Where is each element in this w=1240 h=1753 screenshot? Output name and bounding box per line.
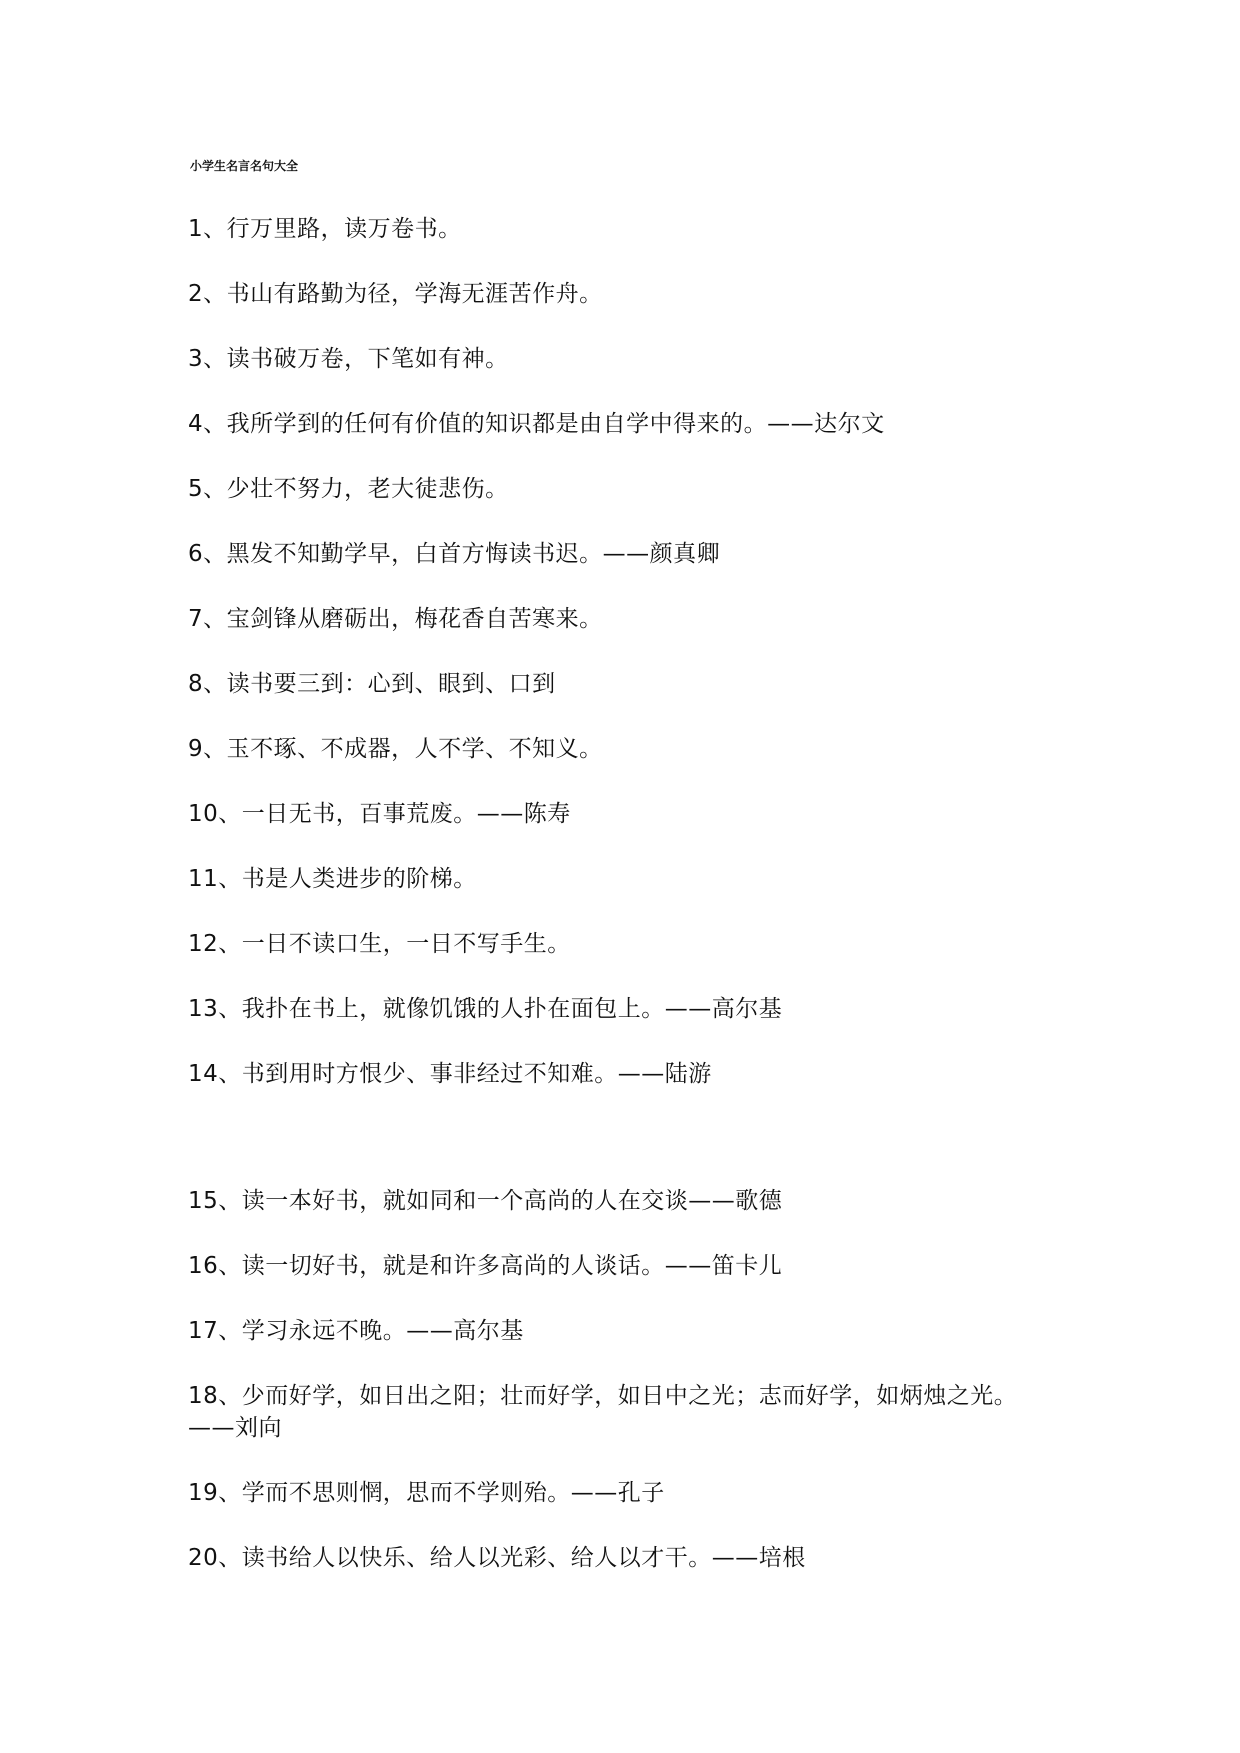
- quote-item: 18、少而好学，如日出之阳；壮而好学，如日中之光；志而好学，如炳烛之光。: [188, 1383, 1018, 1409]
- quote-attribution-continuation: ——刘向: [188, 1415, 282, 1441]
- quote-item: 7、宝剑锋从磨砺出，梅花香自苦寒来。: [188, 606, 603, 632]
- quote-item: 2、书山有路勤为径，学海无涯苦作舟。: [188, 281, 603, 307]
- quote-item: 14、书到用时方恨少、事非经过不知难。——陆游: [188, 1061, 712, 1087]
- quote-item: 1、行万里路，读万卷书。: [188, 216, 462, 242]
- quote-item: 9、玉不琢、不成器，人不学、不知义。: [188, 736, 603, 762]
- quote-item: 12、一日不读口生，一日不写手生。: [188, 931, 571, 957]
- quote-item: 17、学习永远不晚。——高尔基: [188, 1318, 524, 1344]
- quote-item: 13、我扑在书上，就像饥饿的人扑在面包上。——高尔基: [188, 996, 783, 1022]
- quote-item: 16、读一切好书，就是和许多高尚的人谈话。——笛卡儿: [188, 1253, 783, 1279]
- quote-item: 10、一日无书，百事荒废。——陈寿: [188, 801, 571, 827]
- quote-item: 6、黑发不知勤学早，白首方悔读书迟。——颜真卿: [188, 541, 721, 567]
- quote-item: 3、读书破万卷，下笔如有神。: [188, 346, 509, 372]
- document-title: 小学生名言名句大全: [190, 159, 299, 173]
- quote-item: 11、书是人类进步的阶梯。: [188, 866, 477, 892]
- quote-item: 8、读书要三到：心到、眼到、口到: [188, 671, 556, 697]
- quote-item: 20、读书给人以快乐、给人以光彩、给人以才干。——培根: [188, 1545, 806, 1571]
- quote-item: 4、我所学到的任何有价值的知识都是由自学中得来的。——达尔文: [188, 411, 885, 437]
- quote-item: 19、学而不思则惘，思而不学则殆。——孔子: [188, 1480, 665, 1506]
- quote-item: 15、读一本好书，就如同和一个高尚的人在交谈——歌德: [188, 1188, 783, 1214]
- quote-item: 5、少壮不努力，老大徒悲伤。: [188, 476, 509, 502]
